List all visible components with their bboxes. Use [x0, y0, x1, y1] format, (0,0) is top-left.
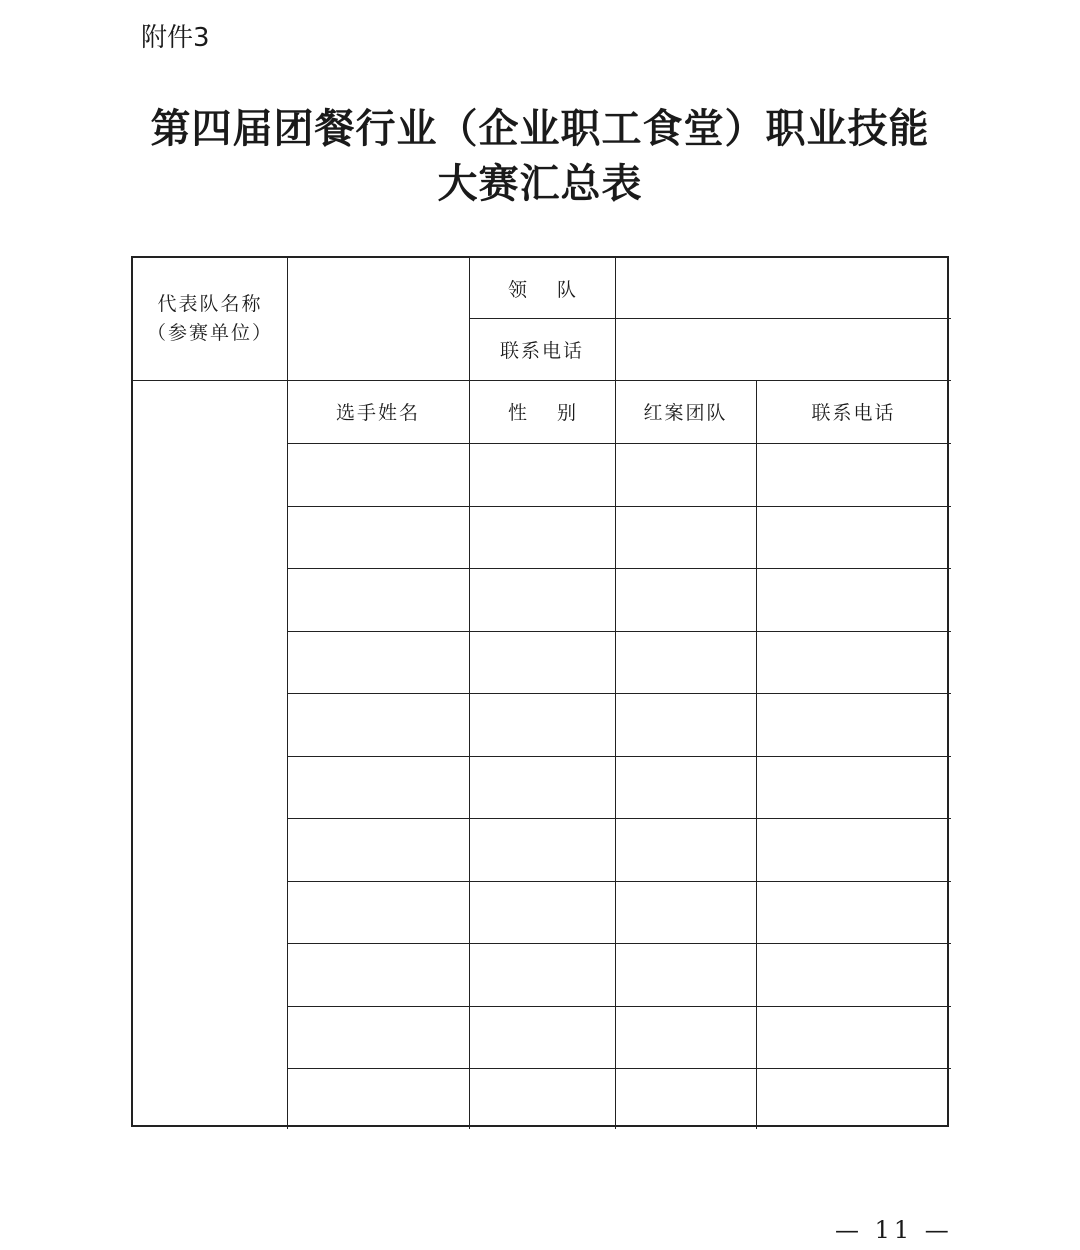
- row-11-player-name-field[interactable]: [287, 1068, 469, 1131]
- row-1-gender-field[interactable]: [469, 443, 615, 506]
- leader-label: 领队: [507, 278, 606, 301]
- column-header-player-name: 选手姓名: [335, 402, 420, 424]
- row-7-phone-field[interactable]: [756, 818, 951, 881]
- team-name-label-line2: （参赛单位）: [146, 322, 273, 344]
- row-5-gender-field[interactable]: [469, 693, 615, 756]
- summary-form-table: [131, 256, 949, 1127]
- contact-phone-label: 联系电话: [499, 339, 584, 362]
- row-2-phone-field[interactable]: [756, 506, 951, 569]
- row-9-player-name-field[interactable]: [287, 943, 469, 1006]
- row-7-player-name-field[interactable]: [287, 818, 469, 881]
- row-5-player-name-field[interactable]: [287, 693, 469, 756]
- team-name-label-line1: 代表队名称: [157, 293, 263, 315]
- row-8-phone-field[interactable]: [756, 881, 951, 944]
- row-6-player-name-field[interactable]: [287, 756, 469, 819]
- column-header-gender: 性别: [507, 402, 606, 424]
- row-11-gender-field[interactable]: [469, 1068, 615, 1131]
- row-10-red-case-team-field[interactable]: [615, 1006, 756, 1069]
- row-6-phone-field[interactable]: [756, 756, 951, 819]
- row-4-gender-field[interactable]: [469, 631, 615, 694]
- row-8-player-name-field[interactable]: [287, 881, 469, 944]
- row-7-red-case-team-field[interactable]: [615, 818, 756, 881]
- row-3-player-name-field[interactable]: [287, 568, 469, 631]
- row-8-gender-field[interactable]: [469, 881, 615, 944]
- row-4-red-case-team-field[interactable]: [615, 631, 756, 694]
- row-5-red-case-team-field[interactable]: [615, 693, 756, 756]
- row-8-red-case-team-field[interactable]: [615, 881, 756, 944]
- row-7-gender-field[interactable]: [469, 818, 615, 881]
- row-3-phone-field[interactable]: [756, 568, 951, 631]
- row-11-red-case-team-field[interactable]: [615, 1068, 756, 1131]
- team-name-label: [133, 258, 287, 380]
- form-title-line1: 第四届团餐行业（企业职工食堂）职业技能: [150, 105, 930, 152]
- row-2-red-case-team-field[interactable]: [615, 506, 756, 569]
- row-10-player-name-field[interactable]: [287, 1006, 469, 1069]
- left-merged-cell[interactable]: [133, 380, 287, 1129]
- leader-field[interactable]: [615, 258, 951, 318]
- row-11-phone-field[interactable]: [756, 1068, 951, 1131]
- row-5-phone-field[interactable]: [756, 693, 951, 756]
- row-6-red-case-team-field[interactable]: [615, 756, 756, 819]
- contact-phone-field[interactable]: [615, 318, 951, 380]
- row-2-player-name-field[interactable]: [287, 506, 469, 569]
- attachment-label: 附件3: [141, 23, 210, 53]
- column-header-phone: 联系电话: [811, 402, 896, 424]
- team-name-field[interactable]: [287, 258, 469, 380]
- row-1-phone-field[interactable]: [756, 443, 951, 506]
- column-header-red-case-team: 红案团队: [643, 402, 728, 424]
- page-number: — 11 —: [835, 1216, 953, 1244]
- form-title-line2: 大赛汇总表: [437, 160, 643, 207]
- row-1-player-name-field[interactable]: [287, 443, 469, 506]
- row-9-phone-field[interactable]: [756, 943, 951, 1006]
- row-1-red-case-team-field[interactable]: [615, 443, 756, 506]
- row-9-gender-field[interactable]: [469, 943, 615, 1006]
- row-9-red-case-team-field[interactable]: [615, 943, 756, 1006]
- row-4-player-name-field[interactable]: [287, 631, 469, 694]
- row-4-phone-field[interactable]: [756, 631, 951, 694]
- row-10-phone-field[interactable]: [756, 1006, 951, 1069]
- row-3-red-case-team-field[interactable]: [615, 568, 756, 631]
- row-6-gender-field[interactable]: [469, 756, 615, 819]
- row-3-gender-field[interactable]: [469, 568, 615, 631]
- row-10-gender-field[interactable]: [469, 1006, 615, 1069]
- row-2-gender-field[interactable]: [469, 506, 615, 569]
